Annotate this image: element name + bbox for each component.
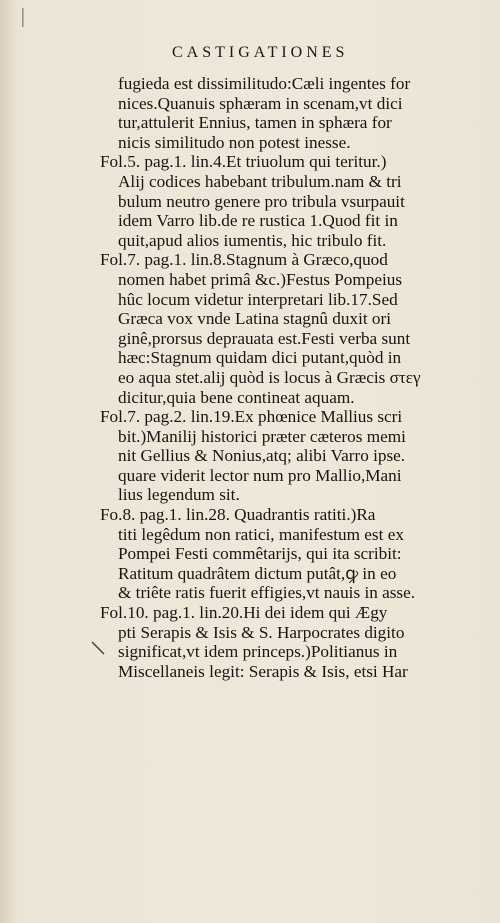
- text-line: nices.Quanuis sphæram in scenam,vt dici: [118, 93, 403, 113]
- text-line: Fol.5. pag.1. lin.4.Et triuolum qui teritur.): [100, 152, 387, 172]
- text-line: nomen habet primâ &c.)Festus Pompeius: [118, 269, 403, 289]
- text-line: pti Serapis & Isis & S. Harpocrates digito: [118, 622, 405, 642]
- text-line: hûc locum videtur interpretari lib.17.Sed: [118, 289, 398, 309]
- text-line: titi legêdum non ratici, manifestum est ex: [118, 524, 404, 544]
- text-line: bit.)Manilij historici præter cæteros memi: [118, 426, 406, 446]
- text-line: ginê,prorsus deprauata est.Festi verba sunt: [118, 328, 411, 348]
- text-line: Pompei Festi commêtarijs, qui ita scribit:: [118, 544, 402, 564]
- text-line: lius legendum sit.: [118, 485, 240, 505]
- text-line: significat,vt idem princeps.)Politianus in: [118, 642, 398, 662]
- body-text: [100, 74, 490, 681]
- text-line: eo aqua stet.alij quòd is locus à Græcis στεγ: [118, 367, 421, 387]
- text-line: nicis similitudo non potest inesse.: [118, 132, 351, 152]
- text-line: quit,apud alios iumentis, hic tribulo fit.: [118, 230, 387, 250]
- text-line: Alij codices habebant tribulum.nam & tri: [118, 171, 402, 191]
- text-line: Fo.8. pag.1. lin.28. Quadrantis ratiti.)Ra: [100, 505, 376, 525]
- text-line: & triête ratis fuerit effigies,vt nauis in asse.: [118, 583, 416, 603]
- text-line: Miscellaneis legit: Serapis & Isis, etsi Har: [118, 661, 408, 681]
- text-line: dicitur,quia bene contineat aquam.: [118, 387, 355, 407]
- text-line: hæc:Stagnum quidam dici putant,quòd in: [118, 348, 402, 368]
- text-line: bulum neutro genere pro tribula vsurpauit: [118, 191, 405, 211]
- margin-mark: │: [18, 8, 28, 27]
- text-line: Fol.10. pag.1. lin.20.Hi dei idem qui Ægy: [100, 603, 388, 623]
- running-header: CASTIGATIONES: [172, 44, 349, 61]
- text-line: Ratitum quadrâtem dictum putât,ꝙ in eo: [118, 563, 397, 583]
- text-line: fugieda est dissimilitudo:Cæli ingentes for: [118, 74, 411, 93]
- text-line: Græca vox vnde Latina stagnû duxit ori: [118, 309, 392, 329]
- text-line: quare viderit lector num pro Mallio,Mani: [118, 465, 402, 485]
- text-line: tur,attulerit Ennius, tamen in sphæra for: [118, 113, 392, 133]
- text-line: Fol.7. pag.2. lin.19.Ex phœnice Mallius scri: [100, 407, 403, 427]
- text-line: Fol.7. pag.1. lin.8.Stagnum à Græco,quod: [100, 250, 388, 270]
- text-line: idem Varro lib.de re rustica 1.Quod fit in: [118, 211, 398, 231]
- text-line: nit Gellius & Nonius,atq; alibi Varro ipse.: [118, 446, 406, 466]
